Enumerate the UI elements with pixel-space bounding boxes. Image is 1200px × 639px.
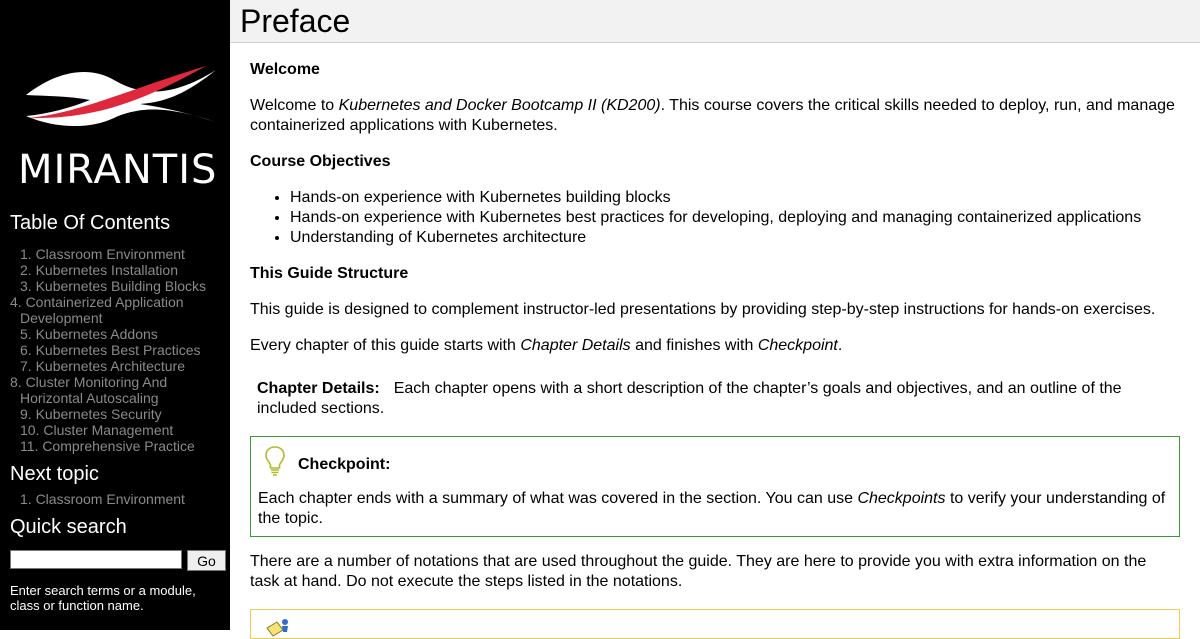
objectives-heading: Course Objectives xyxy=(250,153,391,170)
search-go-button[interactable]: Go xyxy=(187,550,226,571)
checkpoints-em: Checkpoints xyxy=(857,490,946,507)
logo-text: MIRANTIS xyxy=(18,147,218,188)
chapter-details-em: Chapter Details xyxy=(520,337,631,354)
objective-item: • Hands-on experience with Kubernetes best practices for developing, deploying and managing containerized applications xyxy=(290,208,1180,228)
toc-item-10[interactable]: 10. Cluster Management xyxy=(20,422,174,438)
chapter-paragraph xyxy=(250,336,1180,356)
toc-item-8[interactable]: 8. Cluster Monitoring And Horizontal Autoscaling xyxy=(10,374,168,406)
chapter-details-box xyxy=(257,379,1157,419)
toc-item-1[interactable]: 1. Classroom Environment xyxy=(20,246,185,262)
note-box xyxy=(250,609,1180,639)
toc-item-9[interactable]: 9. Kubernetes Security xyxy=(20,406,162,422)
checkpoint-box xyxy=(250,436,1180,537)
objective-item: • Hands-on experience with Kubernetes building blocks xyxy=(290,188,1180,208)
objective-item: • Understanding of Kubernetes architecture xyxy=(290,228,1180,248)
welcome-heading: Welcome xyxy=(250,61,320,78)
checkpoint-text-2: to verify your understanding of the topic. xyxy=(258,490,1166,527)
chapter-text-2: and finishes with xyxy=(630,337,758,354)
mirantis-logo[interactable] xyxy=(18,62,224,188)
toc-item-4[interactable]: 4. Containerized Application Development xyxy=(10,294,184,326)
checkpoint-text xyxy=(258,489,1168,529)
welcome-text-1: Welcome to xyxy=(250,97,339,114)
page-header xyxy=(230,0,1200,43)
checkpoint-title: Checkpoint: xyxy=(298,456,391,473)
lightbulb-icon xyxy=(263,445,287,477)
toc-item-5[interactable]: 5. Kubernetes Addons xyxy=(20,326,158,342)
welcome-text-2: . This course covers the critical skills needed to deploy, run, and manage containerized applications with Kubernetes. xyxy=(250,97,1175,134)
chapter-details-text: Each chapter opens with a short description of the chapter’s goals and objectives, and an outline of the included sections. xyxy=(257,380,1122,417)
note-pencil-icon xyxy=(265,618,291,638)
toc-item-11[interactable]: 11. Comprehensive Practice xyxy=(20,438,195,454)
next-topic-heading: Next topic xyxy=(10,463,99,485)
quick-search-form xyxy=(10,550,220,571)
chapter-text-3: . xyxy=(837,337,843,354)
chapter-text-1: Every chapter of this guide starts with xyxy=(250,337,521,354)
toc-item-7[interactable]: 7. Kubernetes Architecture xyxy=(20,358,185,374)
checkpoint-em: Checkpoint xyxy=(757,337,838,354)
welcome-paragraph xyxy=(250,96,1180,136)
notations-paragraph: There are a number of notations that are used throughout the guide. They are here to provide you with extra information on the task at hand. Do not execute the steps listed in the notations. xyxy=(250,553,1147,590)
chapter-details-label: Chapter Details: xyxy=(257,380,380,397)
structure-heading: This Guide Structure xyxy=(250,265,409,282)
toc-list xyxy=(10,246,225,454)
toc-item-2[interactable]: 2. Kubernetes Installation xyxy=(20,262,178,278)
search-input[interactable] xyxy=(10,550,182,569)
course-name: Kubernetes and Docker Bootcamp II (KD200) xyxy=(338,97,661,114)
structure-paragraph: This guide is designed to complement instructor-led presentations by providing step-by-step instructions for hands-on exercises. xyxy=(250,301,1156,318)
objectives-list xyxy=(250,188,1180,248)
quick-search-heading: Quick search xyxy=(10,516,127,538)
next-topic-link[interactable]: 1. Classroom Environment xyxy=(20,491,185,507)
page-title: Preface xyxy=(240,3,351,39)
sidebar xyxy=(0,0,230,630)
search-help-text: Enter search terms or a module, class or function name. xyxy=(10,583,196,613)
toc-item-6[interactable]: 6. Kubernetes Best Practices xyxy=(20,342,201,358)
toc-heading: Table Of Contents xyxy=(10,212,171,234)
checkpoint-text-1: Each chapter ends with a summary of what was covered in the section. You can use xyxy=(258,490,858,507)
next-topic xyxy=(20,491,185,507)
toc-item-3[interactable]: 3. Kubernetes Building Blocks xyxy=(20,278,206,294)
